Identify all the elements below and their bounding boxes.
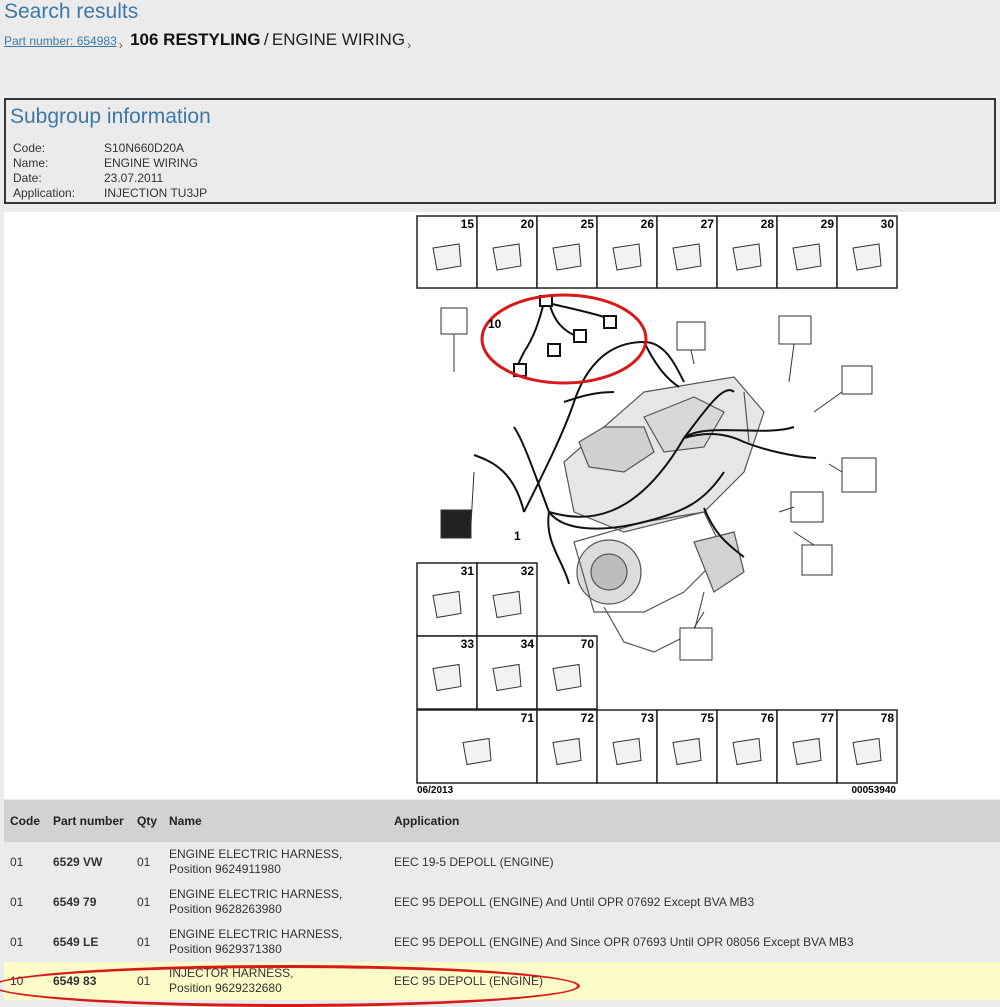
table-row[interactable] — [4, 882, 1000, 922]
cell-part-number[interactable]: 6529 VW — [53, 854, 103, 869]
table-header-row — [4, 800, 1000, 842]
diagram-label: 1 — [514, 529, 521, 543]
parts-table — [4, 800, 1000, 1000]
breadcrumb-separator-icon: › — [118, 38, 123, 52]
part-sketch-icon — [673, 739, 701, 765]
breadcrumb-slash: / — [263, 30, 269, 49]
col-code: Code — [4, 800, 47, 842]
part-cell-label: 27 — [700, 217, 714, 231]
part-cell-label: 75 — [700, 711, 714, 725]
part-position: Position 9629371380 — [169, 942, 282, 956]
subgroup-code-row — [13, 141, 184, 156]
diagram-label: 00053940 — [851, 785, 896, 796]
part-cell-72[interactable] — [537, 710, 597, 783]
cell-part-number[interactable]: 6549 83 — [47, 962, 131, 1000]
subgroup-application-row — [13, 186, 207, 201]
part-name: ENGINE ELECTRIC HARNESS, — [169, 887, 343, 901]
part-cell-20[interactable] — [477, 216, 537, 288]
part-cell-label: 31 — [460, 564, 474, 578]
part-cell-31[interactable] — [417, 563, 477, 636]
part-sketch-icon — [613, 244, 641, 270]
part-cell-label: 72 — [580, 711, 594, 725]
part-position: Position 9624911980 — [169, 862, 281, 876]
part-position: Position 9628263980 — [169, 902, 282, 916]
part-sketch-icon — [853, 739, 881, 765]
part-number-link[interactable]: Part number: 654983 — [4, 34, 117, 48]
diagram-area — [4, 212, 1000, 799]
cell-part-number[interactable]: 6549 79 — [47, 882, 131, 922]
part-sketch-icon — [613, 739, 641, 765]
breadcrumb-subgroup[interactable]: ENGINE WIRING — [271, 30, 406, 49]
cell-code: 01 — [10, 934, 24, 949]
part-sketch-icon — [553, 665, 581, 691]
part-cell-15[interactable] — [417, 216, 477, 288]
part-sketch-icon — [793, 739, 821, 765]
subgroup-info-panel — [4, 98, 996, 204]
cell-part-number[interactable]: 6549 LE — [53, 934, 99, 949]
cell-application: EEC 19-5 DEPOLL (ENGINE) — [394, 854, 554, 869]
part-cell-75[interactable] — [657, 710, 717, 783]
subgroup-date-row — [13, 171, 163, 186]
col-part-number: Part number — [47, 800, 131, 842]
cell-name — [163, 882, 388, 922]
diagram-label: 06/2013 — [417, 785, 454, 796]
part-cell-label: 30 — [880, 217, 894, 231]
part-sketch-icon — [433, 244, 461, 270]
row-value: ENGINE WIRING — [104, 156, 199, 170]
table-row-highlighted[interactable] — [4, 962, 1000, 1000]
row-value: S10N660D20A — [104, 141, 185, 155]
cell-code: 01 — [10, 854, 24, 869]
part-sketch-icon — [853, 244, 881, 270]
part-sketch-icon — [733, 244, 761, 270]
part-name: INJECTOR HARNESS, — [169, 966, 294, 980]
part-cell-73[interactable] — [597, 710, 657, 783]
cell-code: 10 — [4, 962, 47, 1000]
col-application: Application — [388, 800, 1000, 842]
part-cell-label: 34 — [520, 637, 534, 651]
cell-code: 01 — [4, 882, 47, 922]
cell-name — [163, 842, 388, 882]
part-cell-78[interactable] — [837, 710, 897, 783]
cell-application: EEC 95 DEPOLL (ENGINE) — [388, 962, 1000, 1000]
part-cell-label: 71 — [520, 711, 534, 725]
bottom-parts-grid — [417, 710, 897, 783]
table-row[interactable] — [4, 842, 1000, 882]
part-sketch-icon — [673, 244, 701, 270]
part-cell-label: 15 — [460, 217, 474, 231]
col-name: Name — [163, 800, 388, 842]
part-sketch-icon — [493, 592, 521, 618]
part-cell-26[interactable] — [597, 216, 657, 288]
part-cell-29[interactable] — [777, 216, 837, 288]
row-label: Date: — [13, 171, 42, 185]
part-cell-70[interactable] — [537, 636, 597, 709]
subgroup-heading: Subgroup information — [10, 105, 211, 128]
cell-qty: 01 — [137, 934, 151, 949]
breadcrumb-model[interactable]: 106 RESTYLING — [130, 30, 261, 49]
cell-application: EEC 95 DEPOLL (ENGINE) And Until OPR 07692 Except BVA MB3 — [388, 882, 1000, 922]
left-parts-grid — [417, 563, 597, 709]
part-cell-25[interactable] — [537, 216, 597, 288]
part-cell-label: 73 — [640, 711, 654, 725]
subgroup-name-row — [13, 156, 198, 171]
top-parts-grid — [417, 216, 897, 288]
breadcrumb-separator-icon: › — [407, 38, 412, 52]
row-value: 23.07.2011 — [104, 171, 164, 185]
cell-qty: 01 — [137, 854, 151, 869]
part-sketch-icon — [493, 665, 521, 691]
diagram-label: 10 — [488, 317, 502, 331]
part-cell-label: 78 — [880, 711, 894, 725]
part-sketch-icon — [433, 665, 461, 691]
cell-application: EEC 95 DEPOLL (ENGINE) And Since OPR 07693 Until OPR 08056 Except BVA MB3 — [394, 934, 854, 949]
table-row[interactable] — [4, 922, 1000, 962]
part-cell-label: 33 — [460, 637, 474, 651]
part-sketch-icon — [433, 592, 461, 618]
part-sketch-icon — [553, 739, 581, 765]
part-position: Position 9629232680 — [169, 981, 282, 995]
part-cell-label: 26 — [640, 217, 654, 231]
part-cell-71[interactable] — [417, 710, 537, 783]
part-cell-28[interactable] — [717, 216, 777, 288]
cell-qty: 01 — [131, 882, 163, 922]
row-label: Code: — [13, 141, 46, 155]
cell-name — [163, 962, 388, 1000]
part-cell-label: 32 — [520, 564, 534, 578]
wiring-diagram[interactable] — [4, 212, 1000, 799]
part-cell-27[interactable] — [657, 216, 717, 288]
cell-qty: 01 — [131, 962, 163, 1000]
part-cell-34[interactable] — [477, 636, 537, 709]
part-name: ENGINE ELECTRIC HARNESS, — [169, 847, 343, 861]
part-sketch-icon — [553, 244, 581, 270]
part-cell-label: 77 — [820, 711, 834, 725]
part-cell-label: 70 — [580, 637, 594, 651]
row-label: Name: — [13, 156, 49, 170]
part-cell-label: 76 — [760, 711, 774, 725]
part-cell-77[interactable] — [777, 710, 837, 783]
engine-illustration — [564, 377, 764, 652]
highlight-ellipse — [482, 295, 646, 383]
part-sketch-icon — [463, 739, 491, 765]
part-cell-76[interactable] — [717, 710, 777, 783]
row-label: Application: — [13, 186, 76, 200]
part-sketch-icon — [793, 244, 821, 270]
part-sketch-icon — [733, 739, 761, 765]
cell-name — [163, 922, 388, 962]
row-value: INJECTION TU3JP — [104, 186, 208, 200]
part-cell-label: 25 — [580, 217, 594, 231]
part-cell-label: 20 — [520, 217, 534, 231]
part-cell-30[interactable] — [837, 216, 897, 288]
part-cell-33[interactable] — [417, 636, 477, 709]
part-cell-32[interactable] — [477, 563, 537, 636]
injector-harness — [514, 296, 616, 376]
part-name: ENGINE ELECTRIC HARNESS, — [169, 927, 343, 941]
part-sketch-icon — [493, 244, 521, 270]
col-qty: Qty — [131, 800, 163, 842]
breadcrumb — [4, 30, 415, 50]
page-title: Search results — [4, 0, 139, 23]
part-cell-label: 28 — [760, 217, 774, 231]
part-cell-label: 29 — [820, 217, 834, 231]
